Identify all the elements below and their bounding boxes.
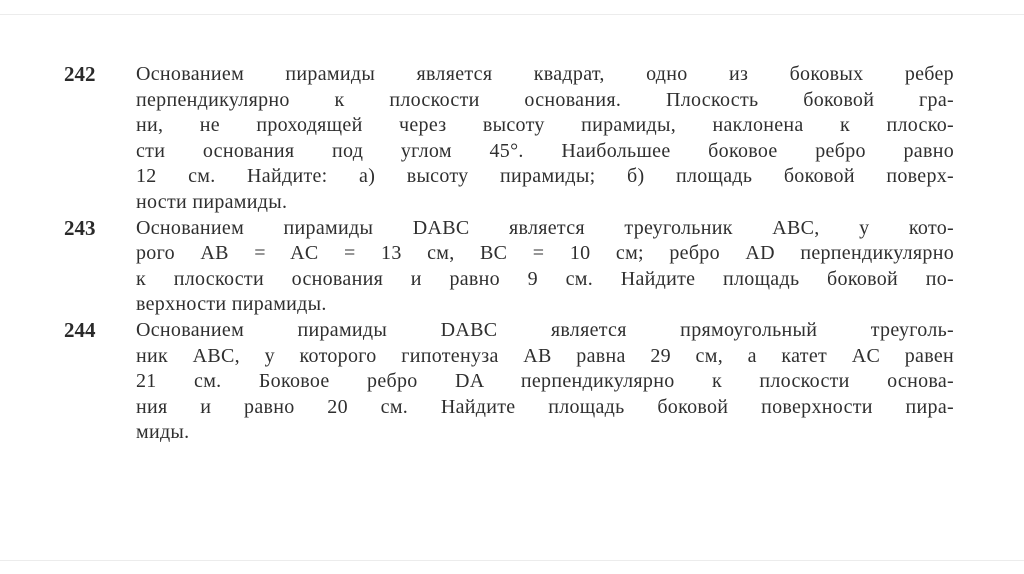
- problem-text-line: ник ABC, у которого гипотенуза AB равна 29 см, а катет AC равен: [136, 344, 954, 367]
- problem-text-line: ности пирамиды.: [136, 190, 288, 213]
- top-divider: [0, 14, 1024, 15]
- problem-text-line: ни, не проходящей через высоту пирамиды, наклонена к плоско-: [136, 114, 954, 137]
- problem-text-line: ния и равно 20 см. Найдите площадь боковой поверхности пира-: [136, 395, 954, 418]
- problem-text-line: верхности пирамиды.: [136, 293, 327, 316]
- problem-list: [64, 62, 954, 446]
- problem-text-line: Основанием пирамиды является квадрат, одно из боковых ребер: [136, 63, 954, 85]
- problem-text-line: сти основания под углом 45°. Наибольшее боковое ребро равно: [136, 139, 954, 162]
- problem-244: [64, 318, 954, 446]
- bottom-divider: [0, 560, 1024, 561]
- problem-number: 244: [64, 317, 96, 342]
- problem-243: [64, 216, 954, 318]
- problem-text-line: миды.: [136, 421, 190, 444]
- problem-text-line: перпендикулярно к плоскости основания. Плоскость боковой гра-: [136, 88, 954, 111]
- problem-number: 243: [64, 215, 96, 240]
- problem-text-line: 12 см. Найдите: а) высоту пирамиды; б) площадь боковой поверх-: [136, 165, 954, 188]
- problem-text-line: Основанием пирамиды DABC является треугольник ABC, у кото-: [136, 216, 954, 239]
- problem-text-line: 21 см. Боковое ребро DA перпендикулярно к плоскости основа-: [136, 370, 954, 393]
- problem-text-line: к плоскости основания и равно 9 см. Найдите площадь боковой по-: [136, 267, 954, 290]
- problem-text-line: рого AB = AC = 13 см, BC = 10 см; ребро AD перпендикулярно: [136, 242, 954, 265]
- problem-242: [64, 62, 954, 216]
- problem-number: 242: [64, 62, 96, 86]
- problem-text-line: Основанием пирамиды DABC является прямоугольный треуголь-: [136, 318, 954, 341]
